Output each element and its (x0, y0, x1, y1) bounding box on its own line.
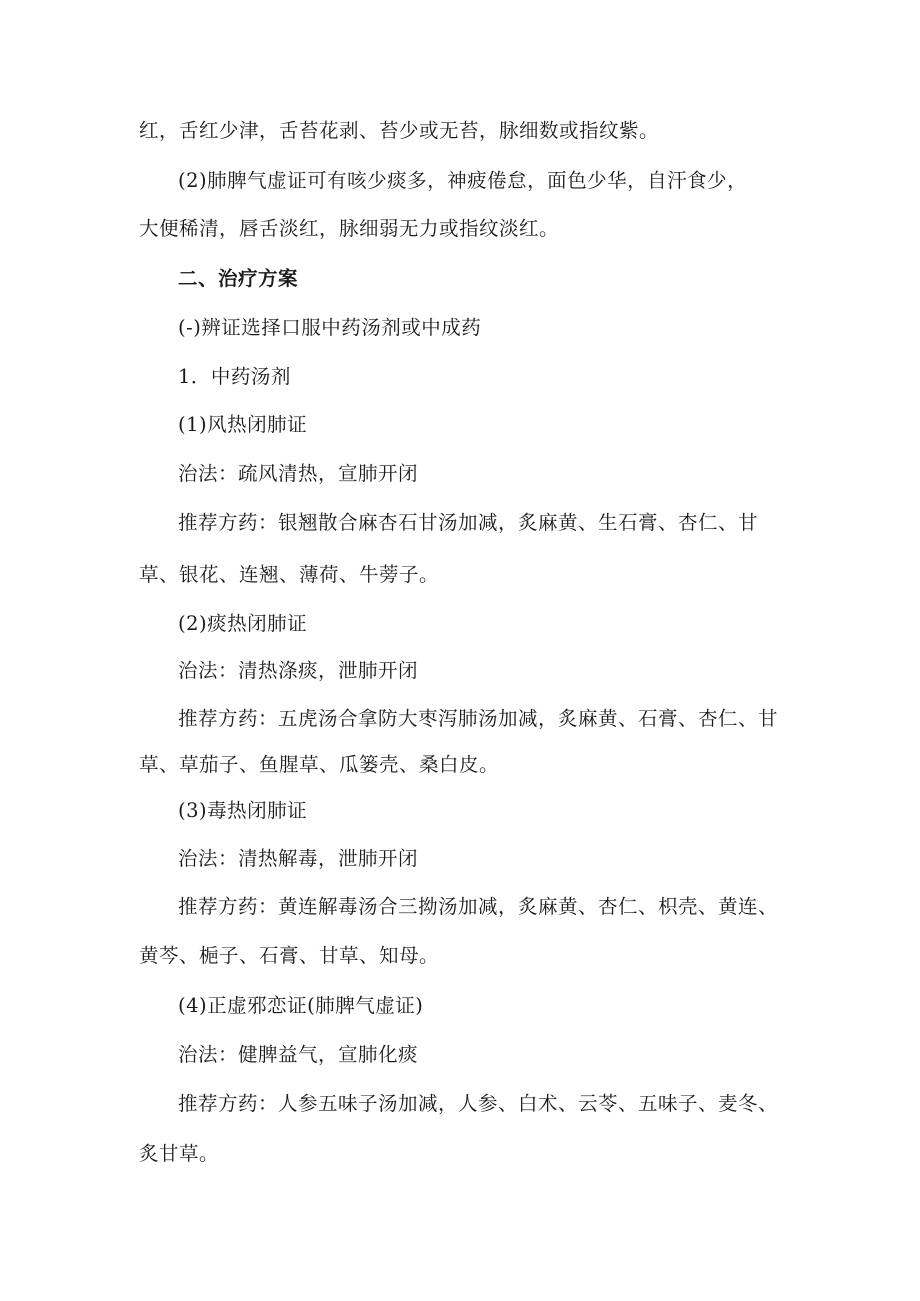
prescription-1-line-1: 推荐方药：银翘散合麻杏石甘汤加减，炙麻黄、生石膏、杏仁、甘 (178, 511, 759, 534)
prescription-4-line-1: 推荐方药：人参五味子汤加减，人参、白术、云苓、五味子、麦冬、 (178, 1092, 779, 1115)
treatment-method-2: 治法：清热涤痰，泄肺开闭 (178, 659, 419, 682)
prescription-1-line-2: 草、银花、连翘、薄荷、牛蒡子。 (139, 563, 440, 586)
prescription-3-line-2: 黄芩、梔子、石膏、甘草、知母。 (139, 944, 440, 967)
paragraph-line-0: 红，舌红少津，舌苔花剥、苔少或无苔，脉细数或指纹紫。 (139, 119, 660, 142)
treatment-method-4: 治法：健脾益气，宣肺化痰 (178, 1043, 419, 1066)
paragraph-line-2: 大便稀清，唇舌淡红，脉细弱无力或指纹淡红。 (139, 217, 560, 240)
prescription-2-line-2: 草、草茄子、鱼腥草、瓜篓壳、桑白皮。 (139, 753, 500, 776)
subsection-heading: (-)辨证选择口服中药汤剂或中成药 (178, 316, 482, 339)
prescription-3-line-1: 推荐方药：黄连解毒汤合三拗汤加减，炙麻黄、杏仁、枳壳、黄连、 (178, 895, 779, 918)
treatment-method-3: 治法：清热解毒，泄肺开闭 (178, 847, 419, 870)
prescription-2-line-1: 推荐方药：五虎汤合拿防大枣泻肺汤加减，炙麻黄、石膏、杏仁、甘 (178, 707, 779, 730)
syndrome-title-3: (3)毒热闭肺证 (178, 799, 308, 822)
treatment-method-1: 治法：疏风清热，宣肺开闭 (178, 462, 419, 485)
syndrome-title-1: (1)风热闭肺证 (178, 413, 308, 436)
section-heading: 二、治疗方案 (178, 267, 299, 290)
prescription-4-line-2: 炙甘草。 (139, 1142, 220, 1165)
item-heading-decoction: 1．中药汤剂 (178, 365, 291, 388)
syndrome-title-2: (2)痰热闭肺证 (178, 612, 308, 635)
paragraph-line-1: (2)肺脾气虚证可有咳少痰多，神疲倦怠，面色少华，自汗食少， (178, 169, 748, 192)
syndrome-title-4: (4)正虚邪恋证(肺脾气虚证) (178, 994, 424, 1017)
